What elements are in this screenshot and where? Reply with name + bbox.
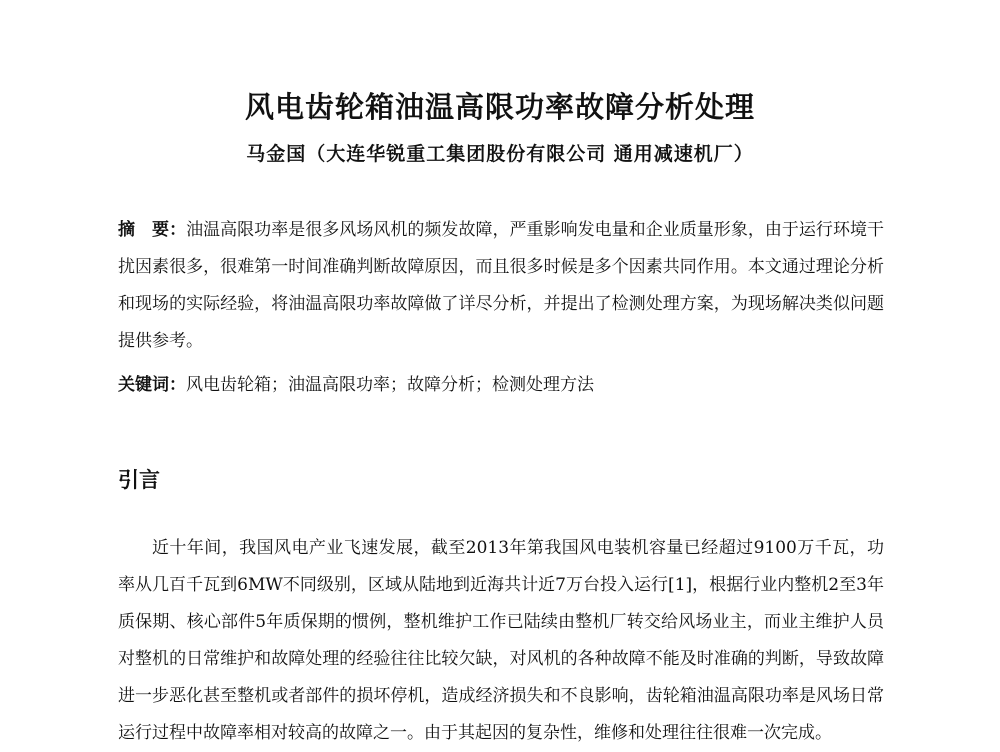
keywords <box>118 367 884 404</box>
abstract-text: 油温高限功率是很多风场风机的频发故障，严重影响发电量和企业质量形象，由于运行环境干扰因素很多，很难第一时间准确判断故障原因，而且很多时候是多个因素共同作用。本文通过理论分析和现场的实际经验，将油温高限功率故障做了详尽分析，并提出了检测处理方案，为现场解决类似问题提供参考。 <box>118 220 885 351</box>
author-affiliation: 马金国（大连华锐重工集团股份有限公司 通用减速机厂） <box>246 143 754 165</box>
paper-title: 风电齿轮箱油温高限功率故障分析处理 <box>244 90 755 124</box>
abstract-label: 摘 要： <box>118 220 187 240</box>
abstract <box>118 212 884 360</box>
keywords-text: 风电齿轮箱；油温高限功率；故障分析；检测处理方法 <box>186 375 594 395</box>
introduction-paragraph: 近十年间，我国风电产业飞速发展，截至2013年第我国风电装机容量已经超过9100万千瓦，功率从几百千瓦到6MW不同级别，区域从陆地到近海共计近7万台投入运行[1]，根据行业内整机2至3年质保期、核心部件5年质保期的惯例，整机维护工作已陆续由整机厂转交给风场业主，而业主维护人员对整机的日常维护和故障处理的经验往往比较欠缺，对风机的各种故障不能及时准确的判断，导致故障进一步恶化甚至整机或者部件的损坏停机，造成经济损失和不良影响，齿轮箱油温高限功率是风场日常运行过程中故障率相对较高的故障之一。由于其起因的复杂性，维修和处理往往很难一次完成。 <box>118 538 884 743</box>
keywords-label: 关键词： <box>118 375 186 395</box>
section-heading-introduction: 引言 <box>118 468 160 492</box>
